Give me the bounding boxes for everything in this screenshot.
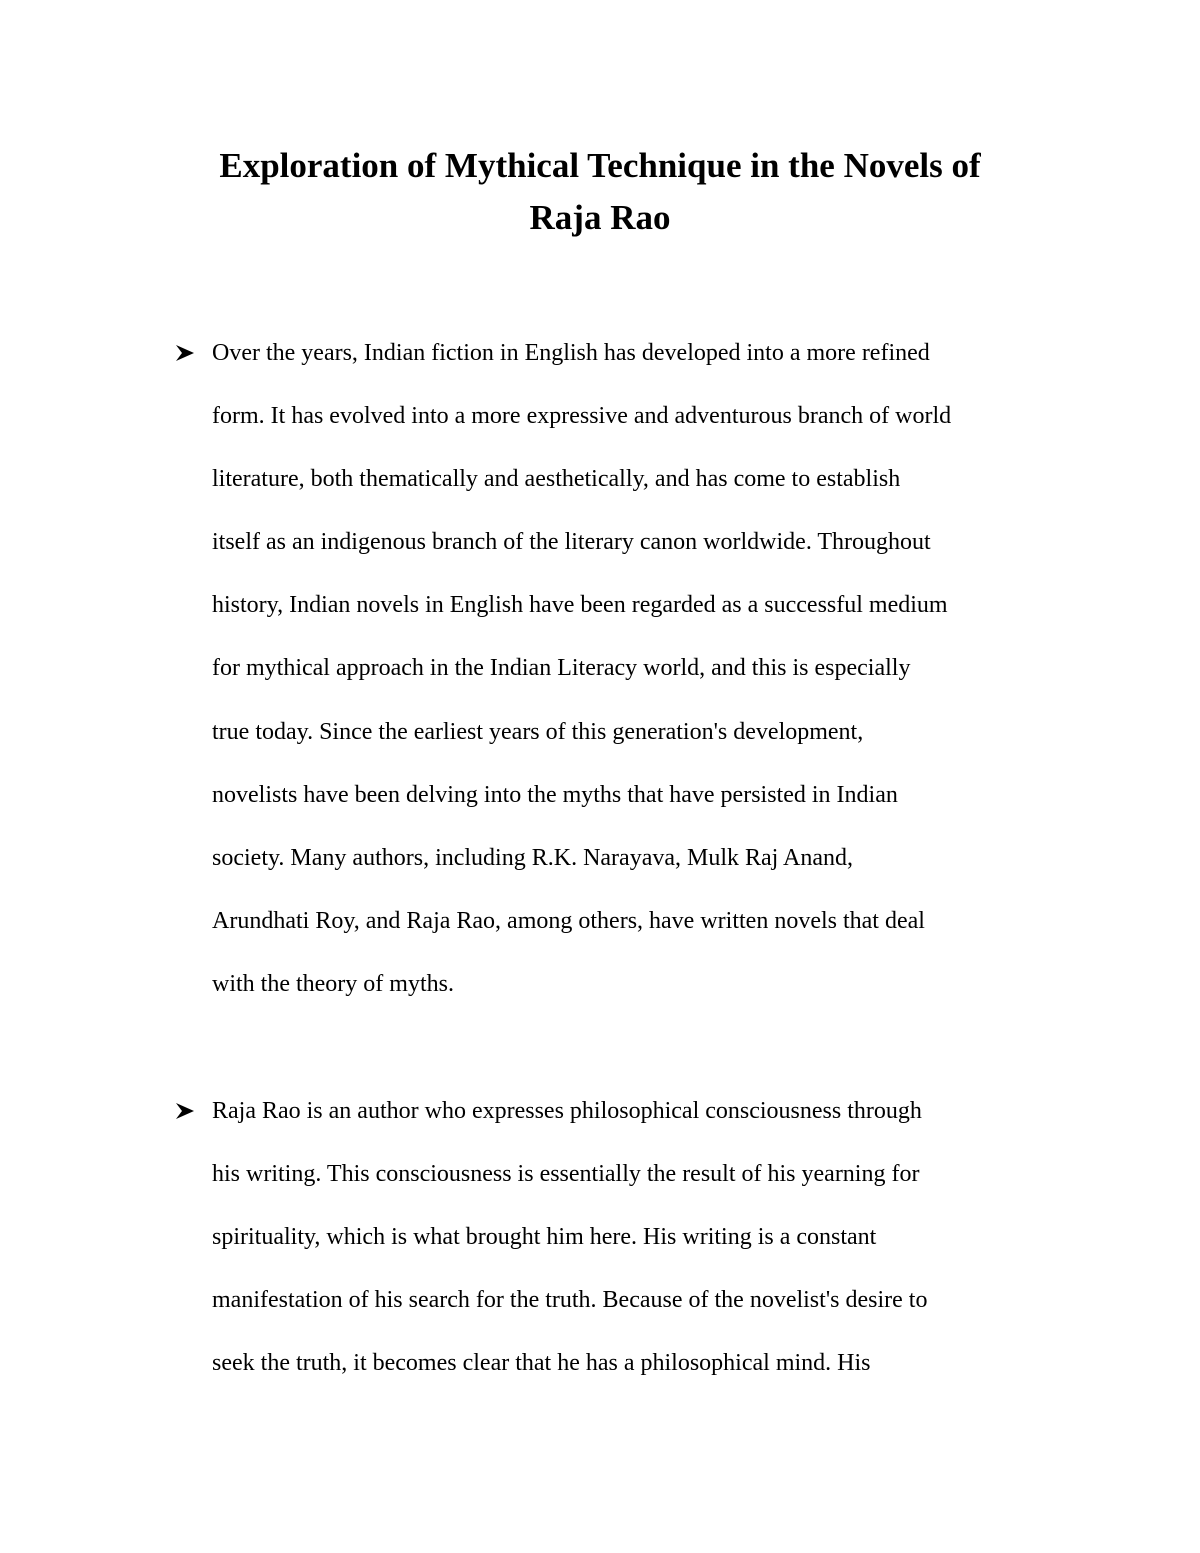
paragraph-line: society. Many authors, including R.K. Narayava, Mulk Raj Anand, <box>212 844 853 871</box>
paragraph-line: form. It has evolved into a more expressive and adventurous branch of world <box>212 403 952 430</box>
paragraph-line: novelists have been delving into the myths that have persisted in Indian <box>212 781 898 808</box>
arrowhead-bullet-icon <box>174 332 200 374</box>
paragraph-line: Over the years, Indian fiction in English has developed into a more refined <box>212 340 930 366</box>
paragraph-line: history, Indian novels in English have been regarded as a successful medium <box>212 592 948 619</box>
paragraph-line: for mythical approach in the Indian Literacy world, and this is especially <box>212 655 911 682</box>
bullet-paragraph-2 <box>212 1090 1092 1405</box>
paragraph-line: Arundhati Roy, and Raja Rao, among others, have written novels that deal <box>212 907 925 934</box>
paragraph-line: seek the truth, it becomes clear that he has a philosophical mind. His <box>212 1350 871 1377</box>
document-title <box>100 140 1100 244</box>
paragraph-line: spirituality, which is what brought him here. His writing is a constant <box>212 1224 877 1251</box>
title-line-1: Exploration of Mythical Technique in the Novels of <box>219 146 981 185</box>
title-line-2: Raja Rao <box>529 198 671 237</box>
paragraph-line: itself as an indigenous branch of the literary canon worldwide. Throughout <box>212 529 931 556</box>
paragraph-line: Raja Rao is an author who expresses philosophical consciousness through <box>212 1098 922 1124</box>
paragraph-line: literature, both thematically and aesthetically, and has come to establish <box>212 466 901 493</box>
bullet-paragraph-1 <box>212 332 1092 1026</box>
paragraph-line: with the theory of myths. <box>212 970 454 997</box>
paragraph-line: his writing. This consciousness is essentially the result of his yearning for <box>212 1161 920 1188</box>
paragraph-line: manifestation of his search for the truth. Because of the novelist's desire to <box>212 1287 928 1314</box>
arrowhead-bullet-icon <box>174 1090 200 1132</box>
paragraph-line: true today. Since the earliest years of this generation's development, <box>212 718 864 745</box>
